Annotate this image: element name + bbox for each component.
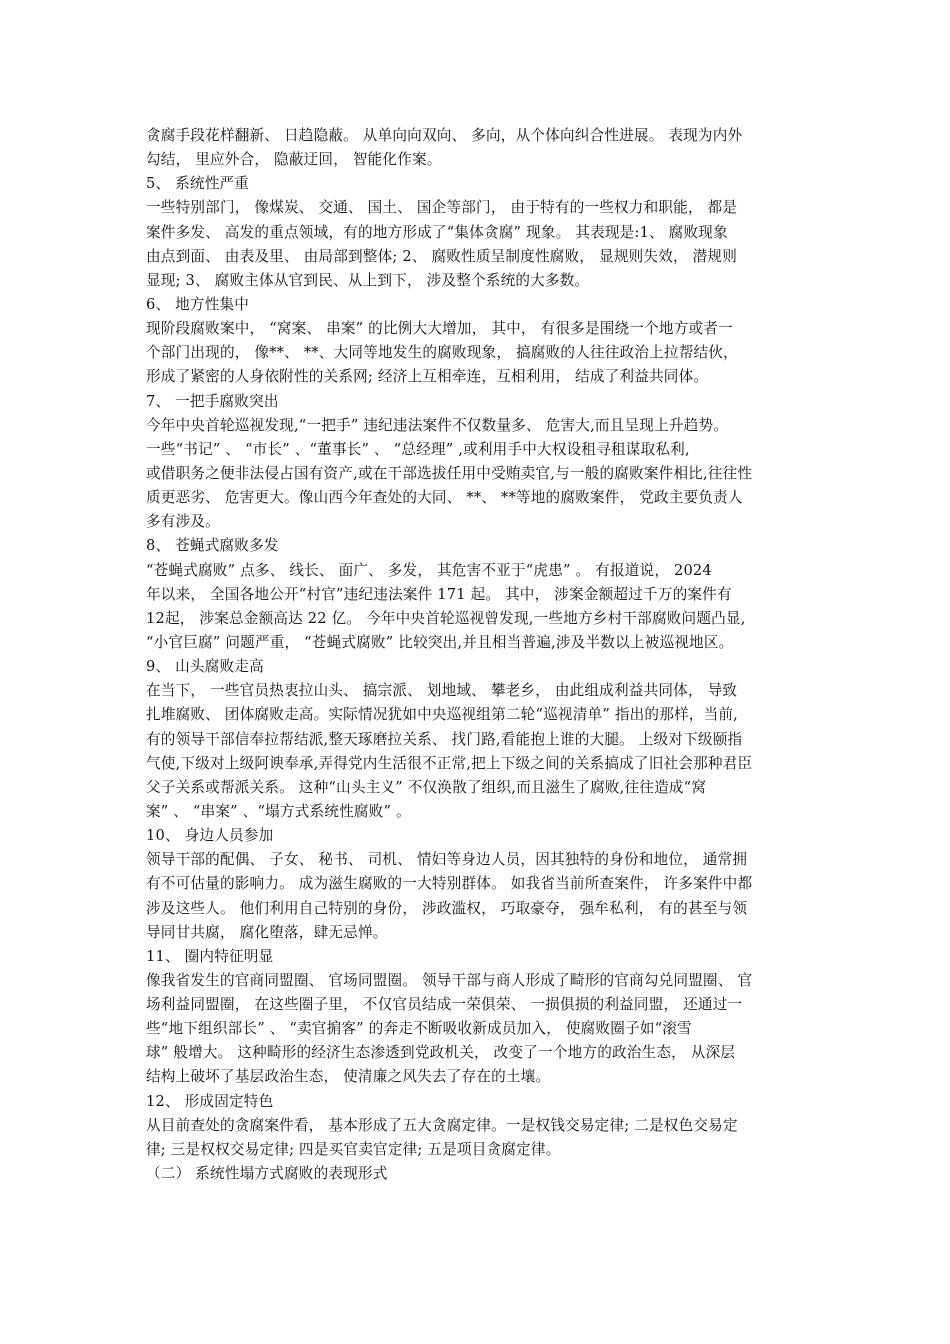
text-line: 由点到面、 由表及里、 由局部到整体; 2、 腐败性质呈制度性腐败， 显规则失效， 潜规则 — [146, 247, 738, 265]
section-heading: 12、 形成固定特色 — [146, 1092, 274, 1110]
text-line: 12起， 涉案总金额高达 22 亿。 今年中央首轮巡视曾发现,一些地方乡村干部腐败问题凸显, — [146, 609, 746, 627]
text-line: 领导干部的配偶、 子女、 秘书、 司机、 情妇等身边人员，因其独特的身份和地位， 通常拥 — [146, 851, 748, 869]
text-line: “小官巨腐” 问题严重， “苍蝇式腐败” 比较突出,并且相当普遍,涉及半数以上被巡视地区。 — [146, 633, 734, 651]
text-line: 球” 般增大。 这种畸形的经济生态渗透到党政机关， 改变了一个地方的政治生态， 从深层 — [146, 1044, 736, 1062]
document-body — [146, 124, 816, 1186]
text-line: 显现; 3、 腐败主体从官到民、从上到下， 涉及整个系统的大多数。 — [146, 271, 590, 289]
text-line: 结构上破坏了基层政治生态， 使清廉之风失去了存在的土壤。 — [146, 1068, 551, 1086]
text-line: 扎堆腐败、 团体腐败走高。实际情况犹如中央巡视组第二轮“巡视清单” 指出的那样，当前, — [146, 706, 739, 724]
text-line: 父子关系或帮派关系。 这种“山头主义” 不仅涣散了组织,而且滋生了腐败,往往造成“窝 — [146, 778, 707, 796]
section-heading: 8、 苍蝇式腐败多发 — [146, 537, 279, 555]
text-line: 个部门出现的， 像**、 **、大同等地发生的腐败现象， 搞腐败的人往往政治上拉帮结伙， — [146, 344, 738, 362]
text-line: 在当下， 一些官员热衷拉山头、 搞宗派、 划地域、 攀老乡， 由此组成利益共同体， 导致 — [146, 682, 738, 700]
text-line: 一些“书记” 、 “市长” 、“董事长” 、 “总经理” ,或利用手中大权设租寻租谋取私利, — [146, 440, 690, 458]
section-heading: 7、 一把手腐败突出 — [146, 392, 279, 410]
text-line: “苍蝇式腐败” 点多、 线长、 面广、 多发， 其危害不亚于“虎患” 。 有报道说， 2024 — [146, 561, 712, 579]
section-heading: 10、 身边人员参加 — [146, 827, 274, 845]
text-line: 案” 、 “串案” 、“塌方式系统性腐败” 。 — [146, 802, 411, 820]
subsection-heading: （二） 系统性塌方式腐败的表现形式 — [146, 1165, 388, 1183]
text-line: 有的领导干部信奉拉帮结派,整天琢磨拉关系、 找门路,看能抱上谁的大腿。 上级对下级颐指 — [146, 730, 743, 748]
section-heading: 9、 山头腐败走高 — [146, 658, 264, 676]
text-line: 气使,下级对上级阿谀奉承,弄得党内生活很不正常,把上下级之间的关系搞成了旧社会那种君臣 — [146, 754, 753, 772]
text-line: 或借职务之便非法侵占国有资产,或在干部选拔任用中受贿卖官,与一般的腐败案件相比,往往性 — [146, 464, 753, 482]
text-line: 质更恶劣、 危害更大。像山西今年查处的大同、 **、 **等地的腐败案件， 党政主要负责人 — [146, 489, 743, 507]
text-line: 多有涉及。 — [146, 513, 220, 531]
text-line: 导同甘共腐， 腐化堕落，肆无忌惮。 — [146, 923, 388, 941]
text-line: 涉及这些人。 他们利用自己特别的身份， 涉政滥权， 巧取豪夺， 强牟私利， 有的甚至与领 — [146, 899, 748, 917]
text-line: 些“地下组织部长” 、 “卖官掮客” 的奔走不断吸收新成员加入， 使腐败圈子如“滚雪 — [146, 1020, 692, 1038]
section-heading: 6、 地方性集中 — [146, 295, 250, 313]
text-line: 今年中央首轮巡视发现,“一把手” 违纪违法案件不仅数量多、 危害大,而且呈现上升趋势。 — [146, 416, 729, 434]
text-line: 有不可估量的影响力。 成为滋生腐败的一大特别群体。 如我省当前所查案件， 许多案件中都 — [146, 875, 753, 893]
section-heading: 11、 圈内特征明显 — [146, 947, 274, 965]
section-heading: 5、 系统性严重 — [146, 175, 250, 193]
text-line: 一些特别部门， 像煤炭、 交通、 国土、 国企等部门， 由于特有的一些权力和职能， 都是 — [146, 199, 738, 217]
text-line: 形成了紧密的人身依附性的关系网; 经济上互相牵连，互相利用， 结成了利益共同体。 — [146, 368, 709, 386]
text-line: 像我省发生的官商同盟圈、 官场同盟圈。 领导干部与商人形成了畸形的官商勾兑同盟圈、 官 — [146, 971, 753, 989]
text-line: 场利益同盟圈， 在这些圈子里， 不仅官员结成一荣俱荣、 一损俱损的利益同盟， 还通过一 — [146, 996, 743, 1014]
text-line: 律; 三是权权交易定律; 四是买官卖官定律; 五是项目贪腐定律。 — [146, 1140, 561, 1158]
text-line: 年以来， 全国各地公开“村官”违纪违法案件 171 起。 其中， 涉案金额超过千万的案件有 — [146, 585, 732, 603]
text-line: 勾结， 里应外合， 隐蔽迂回， 智能化作案。 — [146, 151, 442, 169]
text-line: 从目前查处的贪腐案件看， 基本形成了五大贪腐定律。一是权钱交易定律; 二是权色交易定 — [146, 1116, 738, 1134]
text-line: 案件多发、 高发的重点领域，有的地方形成了“集体贪腐” 现象。 其表现是:1、 腐败现象 — [146, 223, 728, 241]
text-line: 现阶段腐败案中， “窝案、 串案” 的比例大大增加， 其中， 有很多是围绕一个地方或者一 — [146, 320, 733, 338]
text-line: 贪腐手段花样翻新、 日趋隐蔽。 从单向向双向、 多向，从个体向纠合性进展。 表现为内外 — [146, 127, 743, 144]
